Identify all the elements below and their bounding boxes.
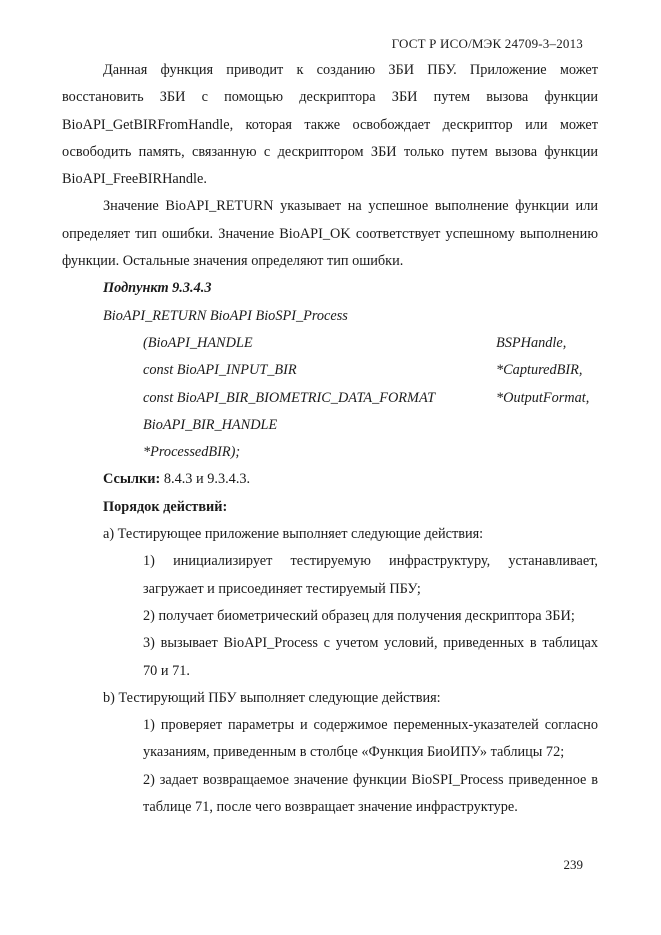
procedure-a-item: 3) вызывает BioAPI_Process с учетом условий, приведенных в таблицах 70 и 71. xyxy=(143,635,598,679)
procedure-title: Порядок действий: xyxy=(103,498,228,515)
param-name: *OutputFormat, xyxy=(496,389,590,406)
page-body xyxy=(62,57,598,821)
param-name: BSPHandle, xyxy=(496,334,567,351)
paragraph-return-value: Значение BioAPI_RETURN указывает на успешное выполнение функции или определяет тип ошибки. Значение BioAPI_OK соответствует успешному выполнению функции. Остальные значения определяют тип ошибки. xyxy=(62,198,598,270)
document-header: ГОСТ Р ИСО/МЭК 24709-3–2013 xyxy=(391,36,583,51)
procedure-b-item: 2) задает возвращаемое значение функции BioSPI_Process приведенное в таблице 71, после чего возвращает значение инфраструктуре. xyxy=(143,771,598,816)
references-line xyxy=(62,466,598,493)
procedure-b-intro: b) Тестирующий ПБУ выполняет следующие действия: xyxy=(103,689,441,706)
procedure-a-intro: а) Тестирующее приложение выполняет следующие действия: xyxy=(103,526,484,543)
subclause-title: Подпункт 9.3.4.3 xyxy=(103,280,212,297)
param-row xyxy=(62,330,598,357)
procedure-a-item: 2) получает биометрический образец для получения дескриптора ЗБИ; xyxy=(143,607,575,624)
param-type: (BioAPI_HANDLE xyxy=(143,334,253,351)
procedure-b-item: 1) проверяет параметры и содержимое переменных-указателей согласно указаниям, приведенным в столбце «Функция БиоИПУ» таблицы 72; xyxy=(143,717,598,761)
references-label: Ссылки: xyxy=(103,471,161,488)
procedure-a-item: 1) инициализирует тестируемую инфраструктуру, устанавливает, загружает и присоединяет тестируемый ПБУ; xyxy=(143,553,598,597)
page-number: 239 xyxy=(563,857,583,872)
param-type-tail: BioAPI_BIR_HANDLE xyxy=(143,416,278,433)
paragraph-bir-handle: Данная функция приводит к созданию ЗБИ ПБУ. Приложение может восстановить ЗБИ с помощью дескриптора ЗБИ путем вызова функции BioAPI_GetBIRFromHandle, которая также освобождает дескриптор или может освободить память, связанную с дескриптором ЗБИ только путем вызова функции BioAPI_FreeBIRHandle. xyxy=(62,62,598,188)
param-name-tail: *ProcessedBIR); xyxy=(143,444,241,461)
references-value: 8.4.3 и 9.3.4.3. xyxy=(160,471,251,488)
param-name: *CapturedBIR, xyxy=(496,362,583,379)
param-row xyxy=(62,385,598,412)
param-type: const BioAPI_BIR_BIOMETRIC_DATA_FORMAT xyxy=(143,389,436,406)
param-row xyxy=(62,357,598,384)
param-type: const BioAPI_INPUT_BIR xyxy=(143,362,297,379)
function-signature: BioAPI_RETURN BioAPI BioSPI_Process xyxy=(103,307,348,324)
